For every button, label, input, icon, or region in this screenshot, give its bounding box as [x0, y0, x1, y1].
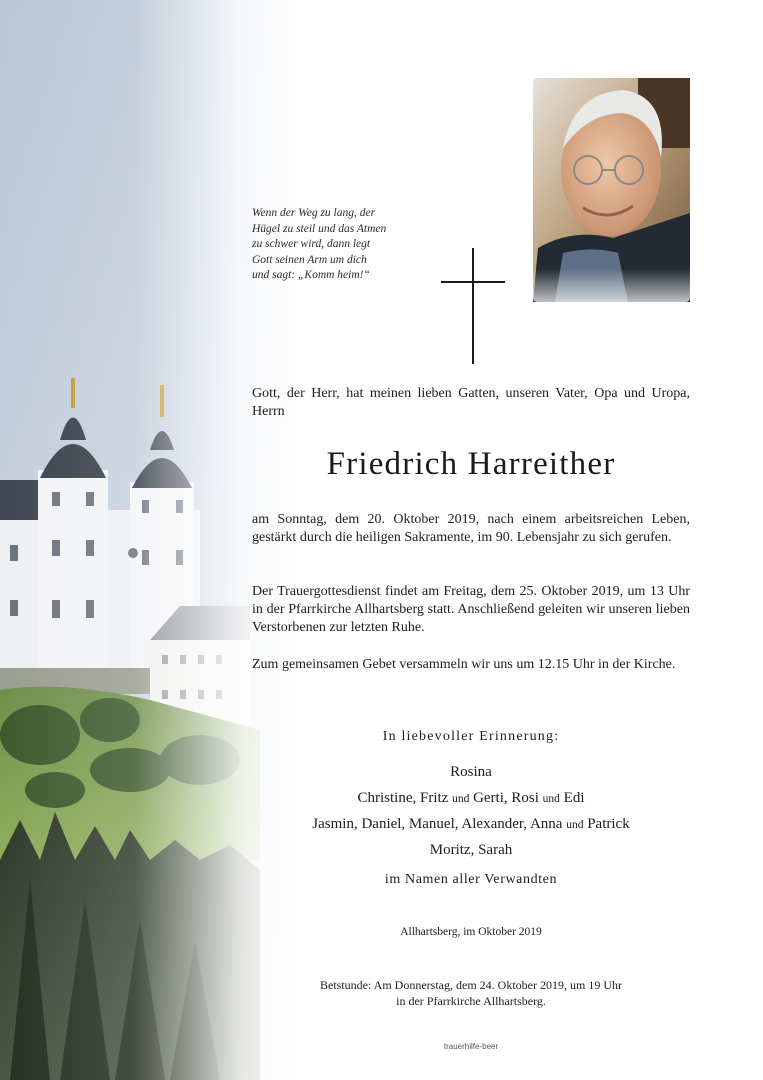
place-date: Allhartsberg, im Oktober 2019 — [400, 926, 542, 938]
family-names: Christine, Fritz — [357, 790, 453, 806]
memory-heading: In liebevoller Erinnerung: — [382, 729, 560, 744]
vigil-line: Betstunde: Am Donnerstag, dem 24. Oktober 2019, um 19 Uhr — [320, 978, 622, 992]
family-names: Gerti, Rosi — [469, 790, 543, 806]
poem-line: zu schwer wird, dann legt — [252, 238, 371, 251]
prayer-paragraph: Zum gemeinsamen Gebet versammeln wir uns um 12.15 Uhr in der Kirche. — [252, 657, 676, 672]
conjunction: und — [452, 793, 470, 805]
vigil-line: in der Pfarrkirche Allhartsberg. — [396, 994, 546, 1008]
service-paragraph: Der Trauergottesdienst findet am Freitag, dem 25. Oktober 2019, um 13 Uhr in der Pfarrkirche Allhartsberg statt. Anschließend geleiten wir unseren lieben Verstorbenen zur letzten Ruhe. — [252, 584, 690, 635]
family-names: Patrick — [583, 816, 630, 832]
relatives-line: im Namen aller Verwandten — [384, 872, 558, 887]
poem-line: Wenn der Weg zu lang, der — [252, 207, 376, 219]
deceased-name: Friedrich Harreither — [326, 446, 616, 482]
family-names: Rosina — [450, 764, 492, 780]
family-line — [252, 837, 690, 863]
family-line — [252, 759, 690, 785]
family-names: Edi — [559, 790, 585, 806]
portrait-photo — [533, 78, 690, 302]
poem — [252, 206, 442, 284]
family-line — [252, 811, 690, 838]
credit-text: trauerhilfe-beer — [443, 1042, 499, 1051]
vigil-notice — [252, 977, 690, 1009]
intro-text: Gott, der Herr, hat meinen lieben Gatten, unseren Vater, Opa und Uropa, Herrn — [252, 386, 690, 419]
conjunction: und — [566, 819, 584, 831]
cross-icon — [441, 248, 505, 364]
family-line — [252, 785, 690, 812]
poem-line: und sagt: „Komm heim!“ — [252, 269, 370, 282]
conjunction: und — [542, 793, 560, 805]
family-names: Moritz, Sarah — [429, 842, 513, 858]
poem-line: Gott seinen Arm um dich — [252, 253, 367, 266]
family-names: Jasmin, Daniel, Manuel, Alexander, Anna — [312, 816, 567, 832]
poem-line: Hügel zu steil und das Atmen — [252, 222, 387, 235]
death-paragraph: am Sonntag, dem 20. Oktober 2019, nach einem arbeitsreichen Leben, gestärkt durch die heiligen Sakramente, im 90. Lebensjahr zu sich gerufen. — [252, 512, 690, 545]
